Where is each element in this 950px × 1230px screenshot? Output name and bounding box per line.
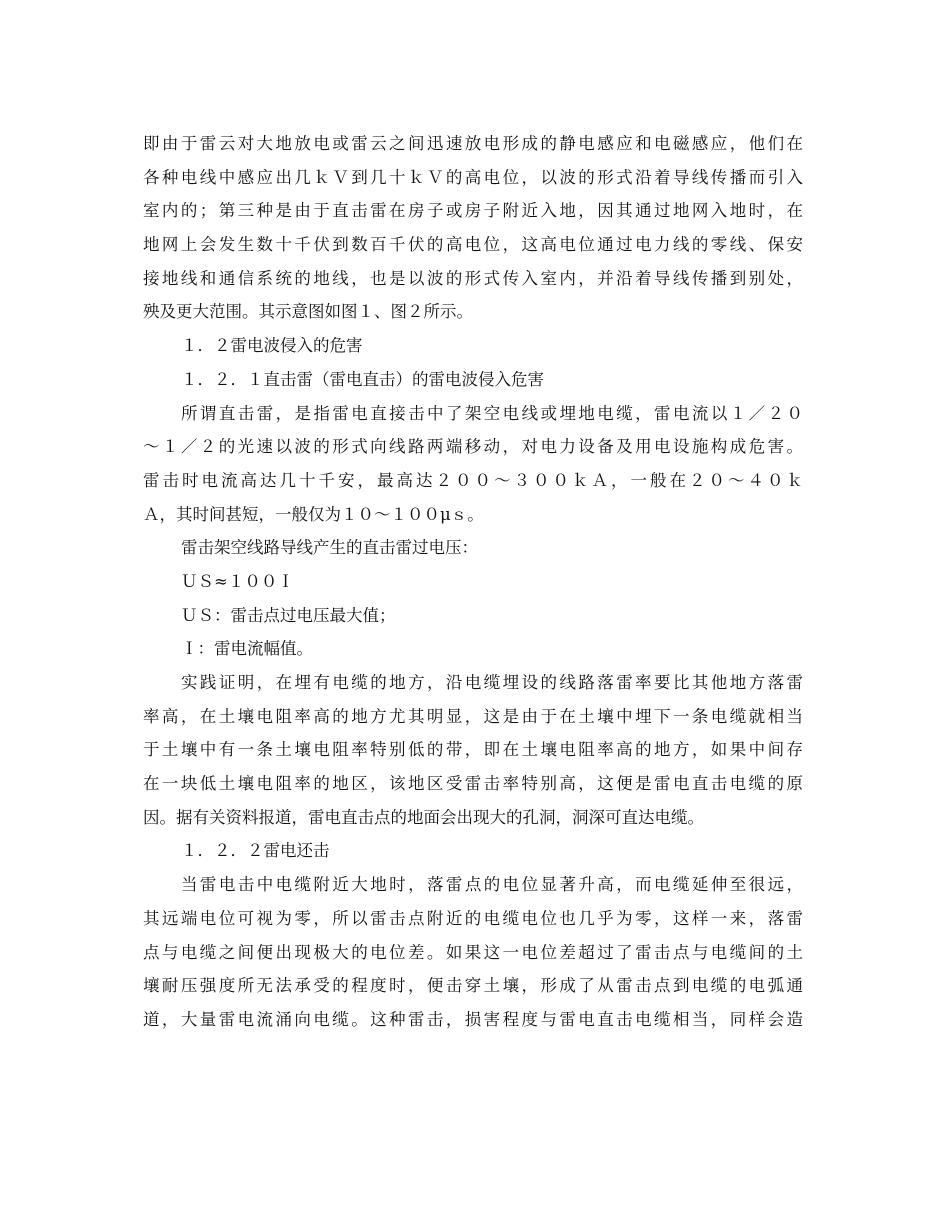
- body-text: [143, 127, 803, 1037]
- text-line: 壤耐压强度所无法承受的程度时，便击穿土壤，形成了从雷击点到电缆的电弧通: [143, 976, 803, 996]
- text-line: 于土壤中有一条土壤电阻率特别低的带，即在土壤电阻率高的地方，如果中间存: [143, 740, 803, 760]
- text-line: １．２雷电波侵入的危害: [181, 336, 363, 356]
- text-line: 室内的；第三种是由于直击雷在房子或房子附近入地，因其通过地网入地时，在: [143, 201, 803, 221]
- text-line: 雷击时电流高达几十千安，最高达２００～３００ｋＡ，一般在２０～４０ｋ: [143, 470, 803, 490]
- text-line: 即由于雷云对大地放电或雷云之间迅速放电形成的静电感应和电磁感应，他们在: [143, 134, 803, 153]
- text-line: Ｉ：雷电流幅值。: [181, 639, 313, 659]
- text-line: 道，大量雷电流涌向电缆。这种雷击，损害程度与雷电直击电缆相当，同样会造: [143, 1009, 803, 1029]
- text-line: 因。据有关资料报道，雷电直击点的地面会出现大的孔洞，洞深可直达电缆。: [143, 807, 704, 827]
- text-line: ＵＳ：雷击点过电压最大值；: [181, 605, 396, 625]
- text-line: 接地线和通信系统的地线，也是以波的形式传入室内，并沿着导线传播到别处，: [143, 268, 803, 288]
- text-line: 地网上会发生数十千伏到数百千伏的高电位，这高电位通过电力线的零线、保安: [143, 235, 803, 255]
- text-line: 当雷电击中电缆附近大地时，落雷点的电位显著升高，而电缆延伸至很远，: [181, 875, 803, 895]
- text-line: 所谓直击雷，是指雷电直接击中了架空电线或埋地电缆，雷电流以１／２０: [181, 403, 803, 423]
- text-line: ＵＳ≈１００Ｉ: [181, 571, 294, 591]
- text-line: Ａ，其时间甚短，一般仅为１０～１００μｓ。: [143, 504, 484, 524]
- text-line: ～１／２的光速以波的形式向线路两端移动，对电力设备及用电设施构成危害。: [143, 437, 803, 457]
- text-line: １．２．２雷电还击: [181, 841, 330, 861]
- text-line: 殃及更大范围。其示意图如图１、图２所示。: [143, 302, 473, 322]
- text-line: 在一块低土壤电阻率的地区，该地区受雷击率特别高，这便是雷电直击电缆的原: [143, 774, 803, 794]
- text-line: 各种电线中感应出几ｋＶ到几十ｋＶ的高电位，以波的形式沿着导线传播而引入: [143, 167, 803, 187]
- text-line: 雷击架空线路导线产生的直击雷过电压：: [181, 538, 478, 558]
- text-line: 率高，在土壤电阻率高的地方尤其明显，这是由于在土壤中埋下一条电缆就相当: [143, 706, 803, 726]
- text-line: 实践证明，在埋有电缆的地方，沿电缆埋设的线路落雷率要比其他地方落雷: [181, 673, 803, 692]
- text-line: 点与电缆之间便出现极大的电位差。如果这一电位差超过了雷击点与电缆间的土: [143, 942, 803, 962]
- text-line: 其远端电位可视为零，所以雷击点附近的电缆电位也几乎为零，这样一来，落雷: [143, 908, 803, 928]
- text-line: １．２．１直击雷（雷电直击）的雷电波侵入危害: [181, 369, 544, 389]
